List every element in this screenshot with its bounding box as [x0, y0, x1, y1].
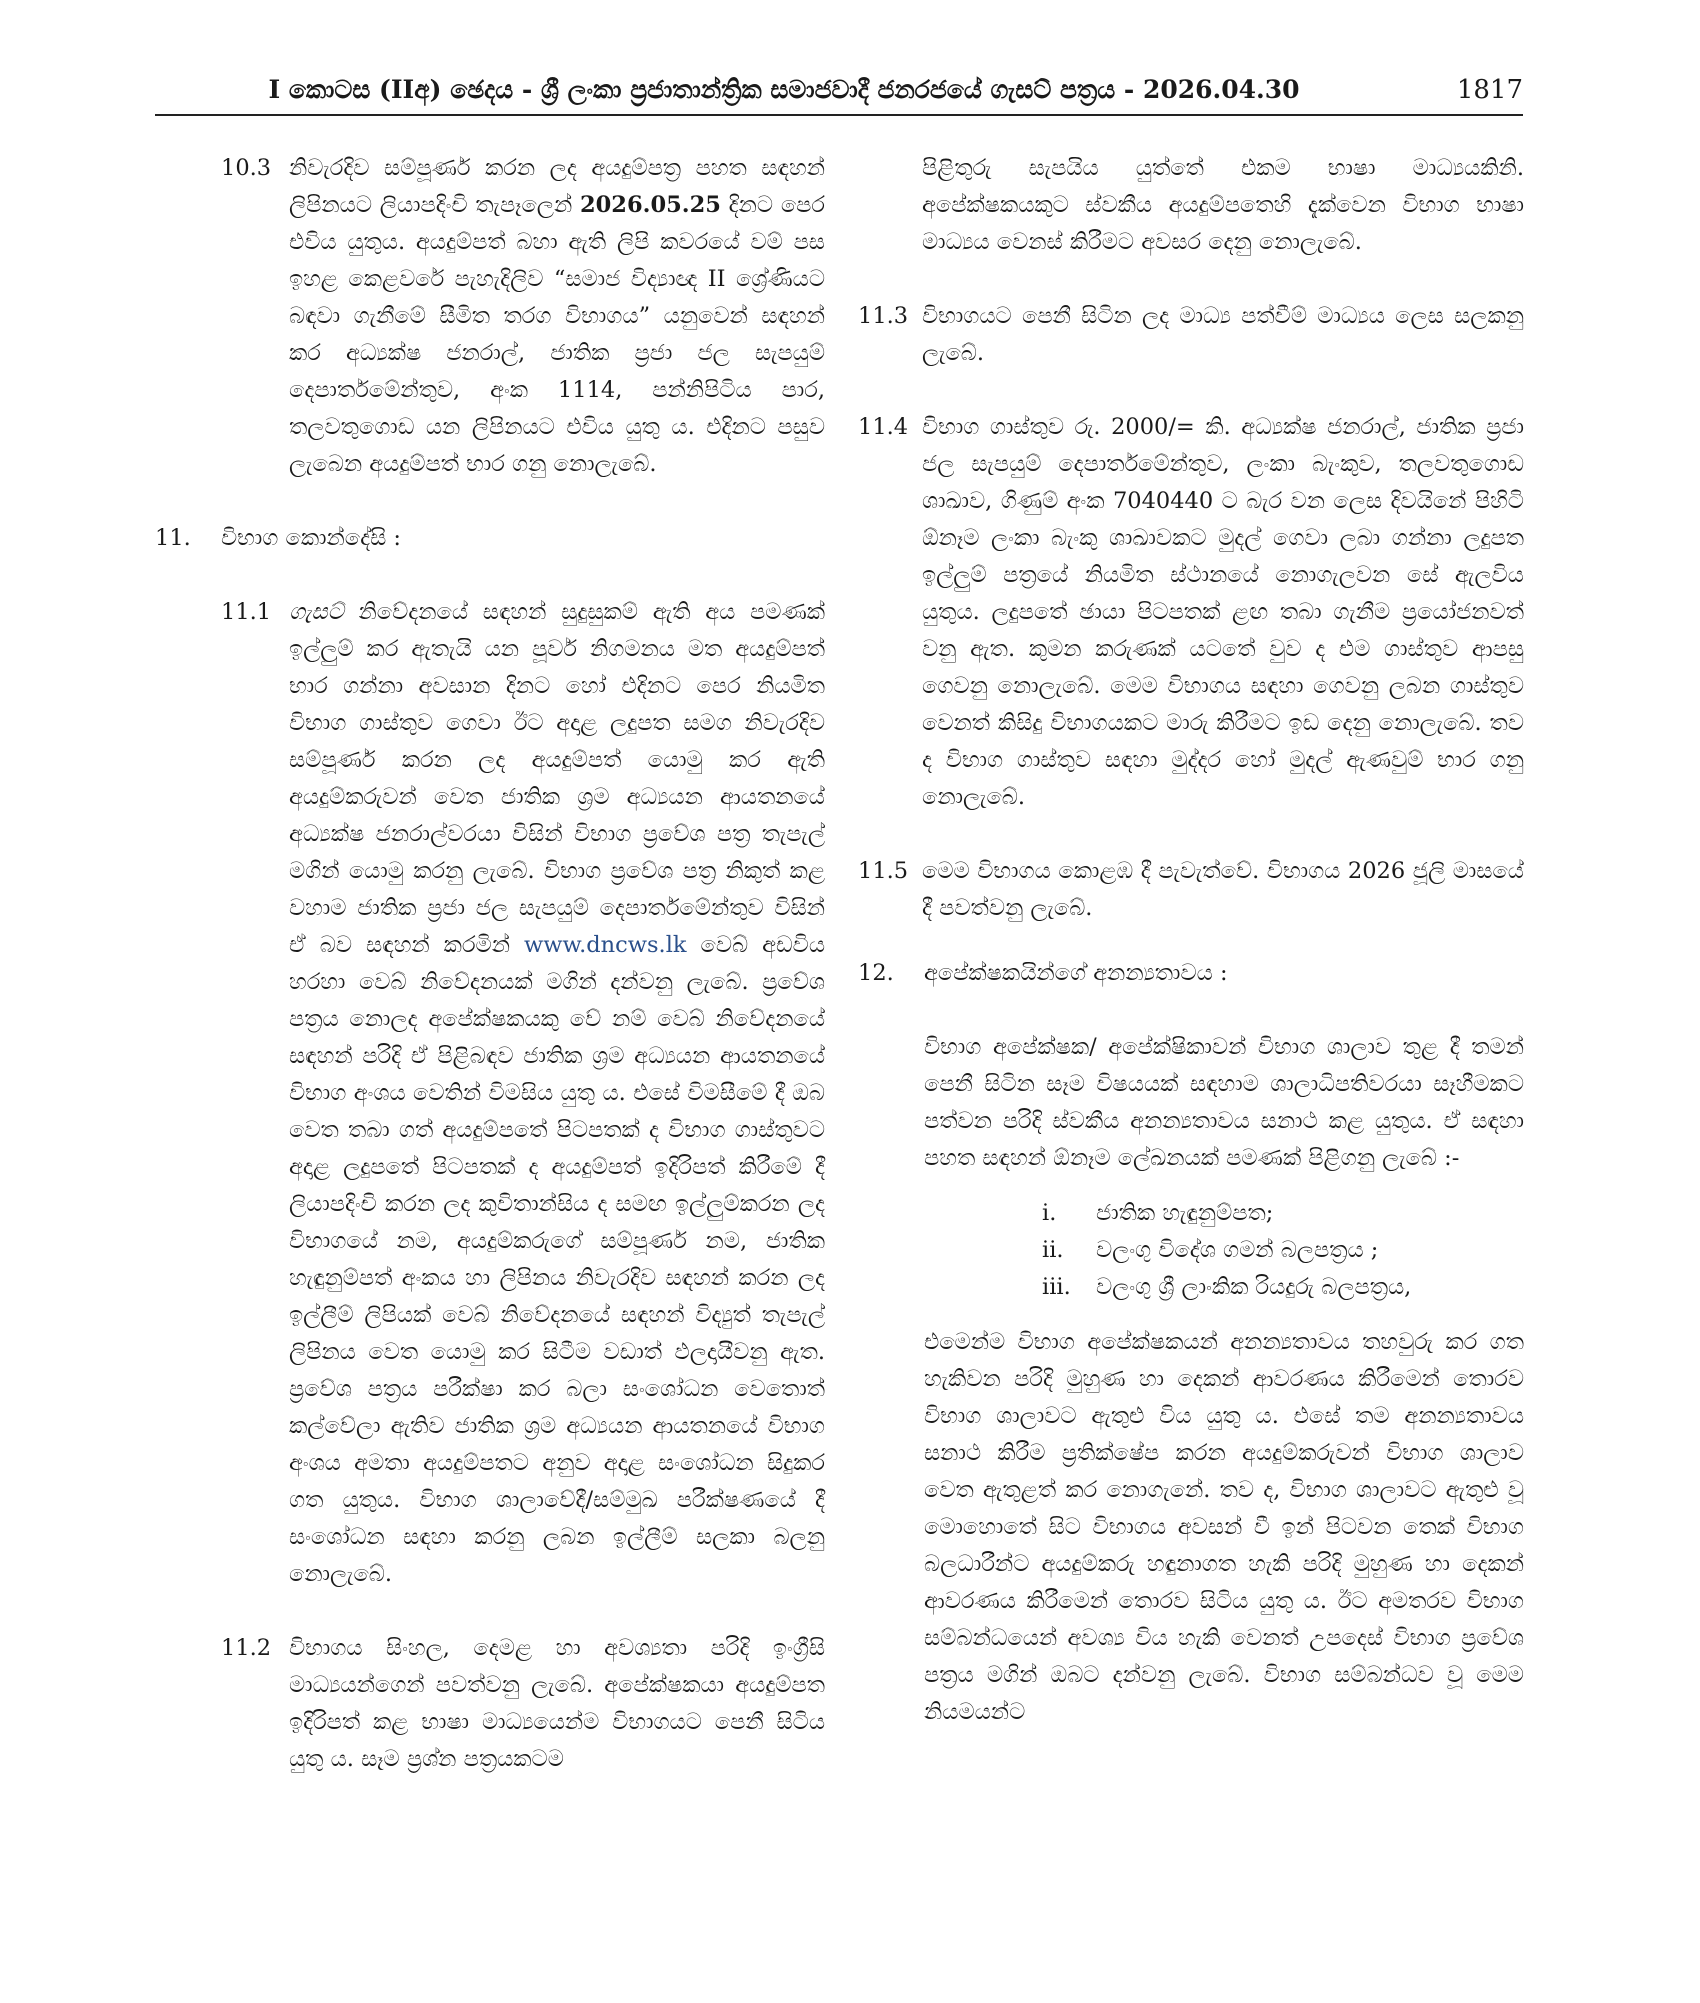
- section-text: [289, 594, 825, 1593]
- header-title: I කොටස (IIඅ) ඡෙදය - ශ්‍රී ලංකා ප්‍රජාතාන්ත්‍රික සමාජවාදී ජනරජයේ ගැසට් පත්‍රය - 2026.04.30: [268, 75, 1300, 104]
- section-11-5: [858, 853, 1524, 927]
- list-marker: ii.: [1042, 1237, 1064, 1263]
- list-text: ජාතික හැඳුනුම්පත;: [1096, 1200, 1274, 1226]
- section-12-body: [858, 1029, 1524, 1731]
- section-text: විභාග ගාස්තුව රු. 2000/= කි. අධ්‍යක්ෂ ජනරාල්, ජාතික ප්‍රජා ජල සැපයුම් දෙපාර්තමේන්තුව, ලංකා බැංකුව, තලවතුගොඩ ශාඛාව, ගිණුම් අංක 7040440 ට බැර වන ලෙස දිවයිනේ පිහිටි ඕනෑම ලංකා බැංකු ශාඛාවකට මුදල් ගෙවා ලබා ගන්නා ලදුපත ඉල්ලුම් පත්‍රයේ නියමිත ස්ථානයේ නොගැලවන සේ ඇලවිය යුතුය. ලදුපතේ ඡායා පිටපතක් ළඟ තබා ගැනීම ප්‍රයෝජනවත් වනු ඇත. කුමන කරුණක් යටතේ වුව ද එම ගාස්තුව ආපසු ගෙවනු නොලැබේ. මෙම විභාගය සඳහා ගෙවනු ලබන ගාස්තුව වෙනත් කිසිදු විභාගයකට මාරු කිරීමට ඉඩ දෙනු නොලැබේ. තව ද විභාග ගාස්තුව සඳහා මුද්දර හෝ මුදල් ඇණවුම් භාර ගනු නොලැබේ.: [922, 414, 1524, 810]
- section-11-1: [155, 594, 825, 1593]
- section-11-2-continued: [858, 150, 1524, 261]
- section-number: 10.3: [221, 155, 272, 181]
- section-11-2: [155, 1630, 825, 1778]
- section-number: 11.1: [221, 599, 272, 625]
- list-item: [1042, 1195, 1524, 1232]
- list-marker: iii.: [1042, 1274, 1071, 1300]
- section-text: [289, 150, 825, 483]
- section-11-3: [858, 298, 1524, 372]
- page-number: 1817: [1456, 75, 1523, 105]
- section-10-3: [155, 150, 825, 483]
- list-item: [1042, 1269, 1524, 1306]
- id-document-list: [924, 1195, 1524, 1306]
- section-number: 11.5: [858, 858, 909, 884]
- section-title: විභාග කොන්දේසි :: [221, 525, 402, 551]
- list-marker: i.: [1042, 1200, 1057, 1226]
- section-number: 11.4: [858, 414, 909, 440]
- section-11-4: [858, 409, 1524, 816]
- deadline-date: 2026.05.25: [579, 192, 721, 218]
- section-12-outro: එමෙන්ම විභාග අපේක්ෂකයන් අනන්‍යතාවය තහවුරු කර ගත හැකිවන පරිදි මුහුණ හා දෙකන් ආවරණය කිරීමෙන් තොරව විභාග ශාලාවට ඇතුළු විය යුතු ය. එසේ තම අනන්‍යතාවය සනාථ කිරීම ප්‍රතික්ෂේප කරන අයදුම්කරුවන් විභාග ශාලාව වෙත ඇතුළත් කර නොගැනේ. තව ද, විභාග ශාලාවට ඇතුළු වූ මොහොතේ සිට විභාගය අවසන් වී ඉන් පිටවන තෙක් විභාග බලධාරීන්ට අයදුම්කරු හඳුනාගත හැකි පරිදි මුහුණ හා දෙකන් ආවරණය කිරීමෙන් තොරව සිටිය යුතු ය. ඊට අමතරව විභාග සම්බන්ධයෙන් අවශ්‍ය විය හැකි වෙනත් උපදෙස් විභාග ප්‍රවේශ පත්‍රය මගින් ඔබට දන්වනු ලැබේ. විභාග සම්බන්ධව වූ මෙම නියමයන්ට: [924, 1329, 1524, 1725]
- page-header: [155, 72, 1523, 116]
- text-part: නිවැරදිව සම්පූර්ණ කරන ලද අයදුම්පත්‍ර පහත සඳහන් ලිපිනයට ලියාපදිංචි තැපෑලෙන්: [289, 155, 825, 218]
- text-part: දිනට පෙර එවිය යුතුය. අයදුම්පත් බහා ඇති ලිපි කවරයේ වම් පස ඉහළ කෙළවරේ පැහැදිලිව “සමාජ විද්‍යාඥ II ශ්‍රේණියට බඳවා ගැනීමේ සීමිත තරග විභාගය” යනුවෙන් සඳහන් කර අධ්‍යක්ෂ ජනරාල්, ජාතික ප්‍රජා ජල සැපයුම් දෙපාර්තමේන්තුව, අංක 1114, පන්නිපිටිය පාර, තලවතුගොඩ යන ලිපිනයට එවිය යුතු ය. එදිනට පසුව ලැබෙන අයදුම්පත් භාර ගනු නොලැබේ.: [289, 192, 825, 477]
- section-text: මෙම විභාගය කොළඹ දී පැවැත්වේ. විභාගය 2026 ජූලි මාසයේ දී පවත්වනු ලැබේ.: [922, 858, 1524, 921]
- section-text: පිළිතුරු සැපයිය යුත්තේ එකම භාෂා මාධ්‍යයකිනි. අපේක්ෂකයකුට ස්වකීය අයදුම්පතෙහි දැක්වෙන විභාග භාෂා මාධ්‍යය වෙනස් කිරීමට අවසර දෙනු නොලැබේ.: [922, 155, 1524, 255]
- section-text: විභාගයට පෙනී සිටින ලද මාධ්‍ය පත්වීම් මාධ්‍යය ලෙස සලකනු ලැබේ.: [922, 303, 1524, 366]
- section-number: 11.3: [858, 303, 909, 329]
- section-12-intro: විභාග අපේක්ෂක/ අපේක්ෂිකාවන් විභාග ශාලාව තුළ දී තමන් පෙනී සිටින සෑම විෂයයක් සඳහාම ශාලාධිපතිවරයා සෑහීමකට පත්වන පරිදි ස්වකීය අනන්‍යතාවය සනාථ කළ යුතුය. ඒ සඳහා පහත සඳහන් ඕනෑම ලේඛනයක් පමණක් පිළිගනු ලැබේ :-: [924, 1034, 1524, 1171]
- left-column: [155, 150, 825, 1778]
- list-text: වලංගු ශ්‍රී ලාංකික රියදුරු බලපත්‍රය,: [1096, 1274, 1412, 1300]
- list-text: වලංගු විදේශ ගමන් බලපත්‍රය ;: [1096, 1237, 1379, 1263]
- right-column: [858, 150, 1524, 1731]
- list-item: [1042, 1232, 1524, 1269]
- text-part: වෙබ් අඩවිය හරහා වෙබ් නිවේදනයක් මගින් දන්වනු ලැබේ. ප්‍රවේශ පත්‍රය නොලද අපේක්ෂකයකු වේ නම් වෙබ් නිවේදනයේ සඳහන් පරිදි ඒ පිළිබඳව ජාතික ශ්‍රම අධ්‍යයන ආයතනයේ විභාග අංශය වෙතින් විමසිය යුතු ය. එසේ විමසීමේ දී ඔබ වෙත තබා ගත් අයදුම්පතේ පිටපතක් ද විභාග ගාස්තුවට අදාළ ලදුපතේ පිටපතක් ද අයදුම්පත් ඉදිරිපත් කිරීමේ දී ලියාපදිංචි කරන ලද කුවිතාන්සිය ද සමඟ ඉල්ලුම්කරන ලද විභාගයේ නම, අයදුම්කරුගේ සම්පූර්ණ නම, ජාතික හැඳුනුම්පත් අංකය හා ලිපිනය නිවැරදිව සඳහන් කරන ලද ඉල්ලීම් ලිපියක් වෙබ් නිවේදනයේ සඳහන් විද්‍යුත් තැපැල් ලිපිනය වෙත යොමු කර සිටීම වඩාත් ඵලදායීවනු ඇත. ප්‍රවේශ පත්‍රය පරීක්ෂා කර බලා සංශෝධන වෙතොත් කල්වේලා ඇතිව ජාතික ශ්‍රම අධ්‍යයන ආයතනයේ විභාග අංශය අමතා අයදුම්පතට අනුව අදාළ සංශෝධන සිදුකර ගත යුතුය. විභාග ශාලාවේදී/සම්මුඛ පරීක්ෂණයේ දී සංශෝධන සඳහා කරනු ලබන ඉල්ලීම් සලකා බලනු නොලැබේ.: [289, 932, 825, 1587]
- text-part: නිවේදනයේ සඳහන් සුදුසුකම් ඇති අය පමණක් ඉල්ලුම් කර ඇතැයි යන පූර්ව නිගමනය මත අයදුම්පත් භාර ගන්නා අවසාන දිනට හෝ එදිනට පෙර නියමිත විභාග ගාස්තුව ගෙවා ඊට අදාළ ලදුපත සමග නිවැරදිව සම්පූර්ණ කරන ලද අයදුම්පත් යොමු කර ඇති අයදුම්කරුවන් වෙත ජාතික ශ්‍රම අධ්‍යයන ආයතනයේ අධ්‍යක්ෂ ජනරාල්වරයා විසින් විභාග ප්‍රවේශ පත්‍ර තැපැල් මගින් යොමු කරනු ලැබේ. විභාග ප්‍රවේශ පත්‍ර නිකුත් කළ වහාම ජාතික ප්‍රජා ජල සැපයුම් දෙපාර්තමේන්තුව විසින් ඒ බව සඳහන් කරමින්: [289, 599, 825, 958]
- section-number: 11.: [155, 525, 191, 551]
- section-title: අපේක්ෂකයින්ගේ අනන්‍යතාවය :: [924, 960, 1228, 986]
- italic-lead: ගැසට්: [289, 599, 344, 625]
- section-12: [858, 955, 1524, 992]
- section-text: විභාගය සිංහල, දෙමළ හා අවශ්‍යතා පරිදි ඉංග්‍රීසි මාධ්‍යයන්ගෙන් පවත්වනු ලැබේ. අපේක්ෂකයා අයදුම්පත ඉදිරිපත් කළ භාෂා මාධ්‍යයෙන්ම විභාගයට පෙනී සිටිය යුතු ය. සෑම ප්‍රශ්න පත්‍රයකටම: [289, 1635, 825, 1772]
- section-number: 11.2: [221, 1635, 272, 1661]
- section-number: 12.: [858, 960, 894, 986]
- section-11: [155, 520, 825, 557]
- website-link[interactable]: www.dncws.lk: [523, 932, 687, 958]
